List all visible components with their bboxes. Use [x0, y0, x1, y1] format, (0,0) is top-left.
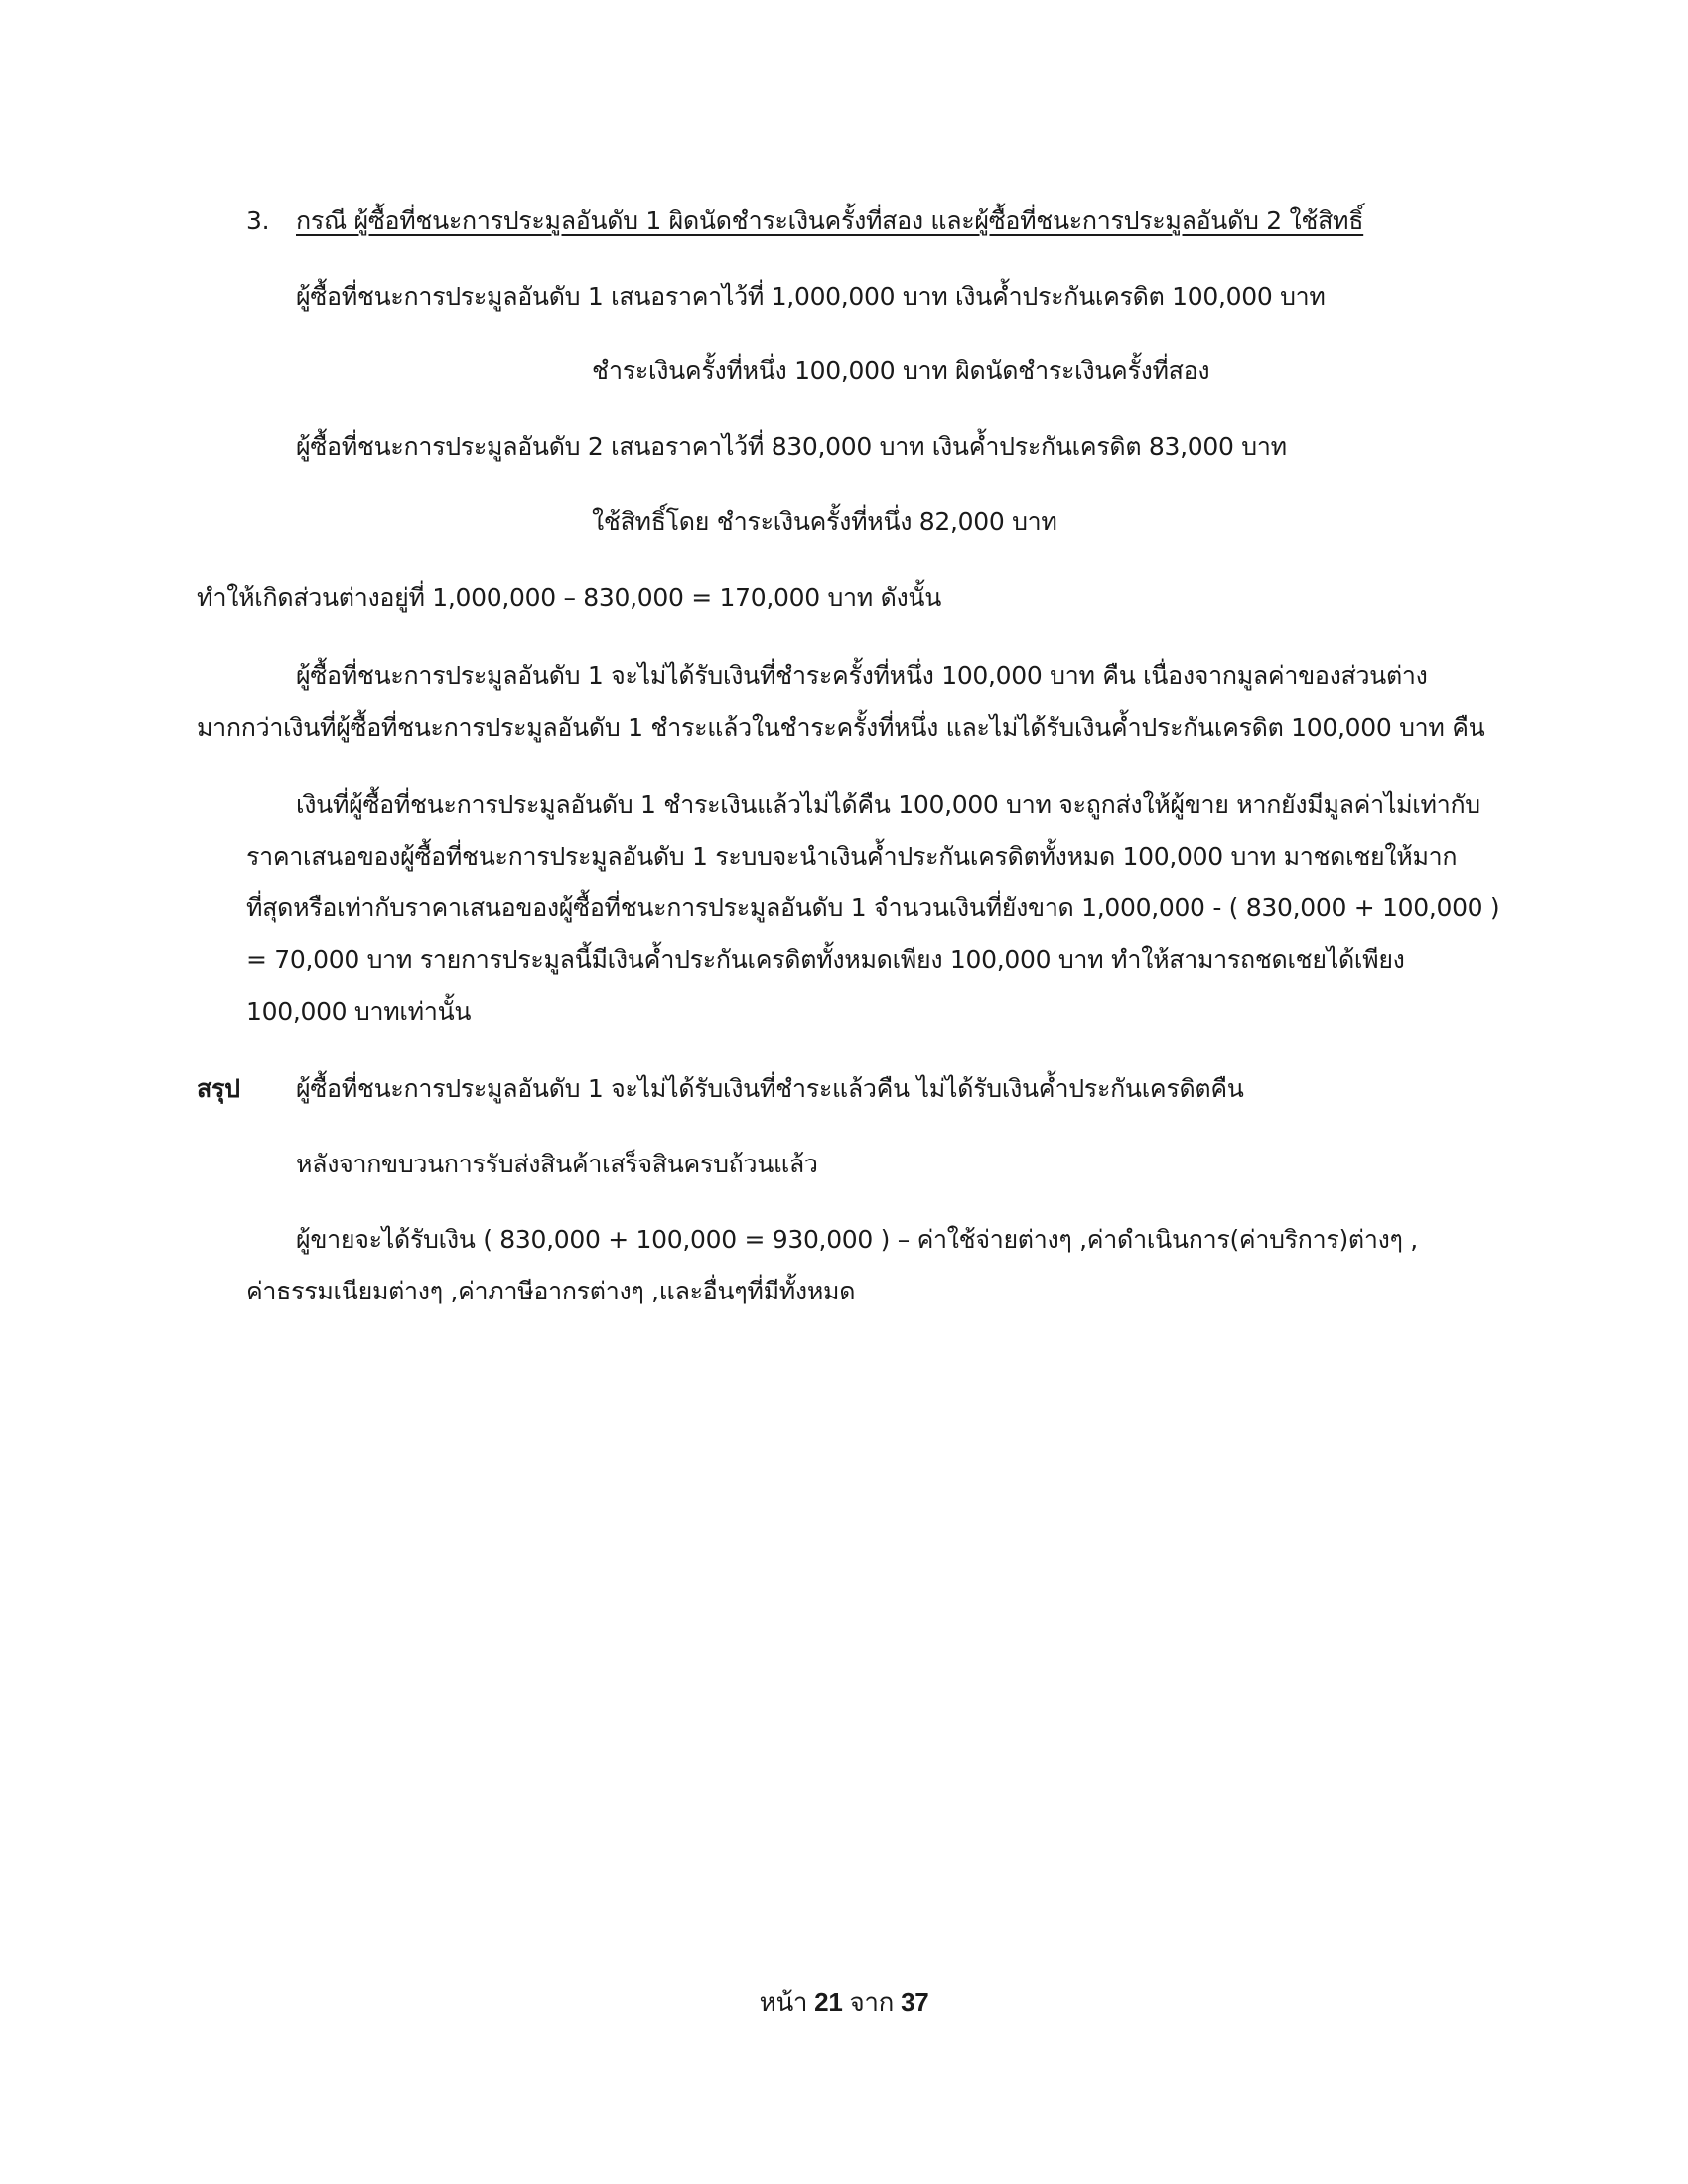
para2-line3: ที่สุดหรือเท่ากับราคาเสนอของผู้ซื้อที่ชนะการประมูลอันดับ 1 จำนวนเงินที่ยังขาด 1,000,000 - ( 830,000 + 100,000 )	[246, 893, 1500, 922]
para2-line4: = 70,000 บาท รายการประมูลนี้มีเงินค้ำประกันเครดิตทั้งหมดเพียง 100,000 บาท ทำให้สามารถชดเชยได้เพียง	[246, 945, 1405, 974]
heading-title: กรณี ผู้ซื้อที่ชนะการประมูลอันดับ 1 ผิดนัดชำระเงินครั้งที่สอง และผู้ซื้อที่ชนะการประมูลอันดับ 2 ใช้สิทธิ์	[296, 206, 1364, 235]
footer-middle: จาก	[849, 1987, 895, 2017]
para2-line5: 100,000 บาทเท่านั้น	[246, 997, 472, 1025]
para1-line1: ผู้ซื้อที่ชนะการประมูลอันดับ 1 จะไม่ได้รับเงินที่ชำระครั้งที่หนึ่ง 100,000 บาท คืน เนื่องจากมูลค่าของส่วนต่าง	[296, 661, 1428, 690]
summary-line2: หลังจากขบวนการรับส่งสินค้าเสร็จสินครบถ้วนแล้ว	[296, 1150, 818, 1178]
winner2-line2: ใช้สิทธิ์โดย ชำระเงินครั้งที่หนึ่ง 82,000 บาท	[592, 507, 1057, 536]
summary-line1: ผู้ซื้อที่ชนะการประมูลอันดับ 1 จะไม่ได้รับเงินที่ชำระแล้วคืน ไม่ได้รับเงินค้ำประกันเครดิตคืน	[296, 1074, 1244, 1103]
page-footer	[0, 1985, 1688, 2019]
seller-line1: ผู้ขายจะได้รับเงิน ( 830,000 + 100,000 = 930,000 ) – ค่าใช้จ่ายต่างๆ ,ค่าดำเนินการ(ค่าบริการ)ต่างๆ ,	[296, 1225, 1418, 1254]
footer-page-number: 21	[814, 1987, 843, 2017]
para1-line2: มากกว่าเงินที่ผู้ซื้อที่ชนะการประมูลอันดับ 1 ชำระแล้วในชำระครั้งที่หนึ่ง และไม่ได้รับเงินค้ำประกันเครดิต 100,000 บาท คืน	[197, 713, 1485, 742]
seller-line2: ค่าธรรมเนียมต่างๆ ,ค่าภาษีอากรต่างๆ ,และอื่นๆที่มีทั้งหมด	[246, 1277, 856, 1305]
footer-prefix: หน้า	[759, 1987, 808, 2017]
winner1-line1: ผู้ซื้อที่ชนะการประมูลอันดับ 1 เสนอราคาไว้ที่ 1,000,000 บาท เงินค้ำประกันเครดิต 100,000 บาท	[296, 282, 1326, 311]
footer-total-pages: 37	[901, 1987, 929, 2017]
summary-label: สรุป	[197, 1074, 240, 1103]
para2-line1: เงินที่ผู้ซื้อที่ชนะการประมูลอันดับ 1 ชำระเงินแล้วไม่ได้คืน 100,000 บาท จะถูกส่งให้ผู้ขาย หากยังมีมูลค่าไม่เท่ากับ	[296, 790, 1480, 819]
winner1-line2: ชำระเงินครั้งที่หนึ่ง 100,000 บาท ผิดนัดชำระเงินครั้งที่สอง	[592, 356, 1210, 385]
winner2-line1: ผู้ซื้อที่ชนะการประมูลอันดับ 2 เสนอราคาไว้ที่ 830,000 บาท เงินค้ำประกันเครดิต 83,000 บาท	[296, 432, 1287, 461]
difference-line: ทำให้เกิดส่วนต่างอยู่ที่ 1,000,000 – 830,000 = 170,000 บาท ดังนั้น	[197, 583, 942, 612]
heading-number: 3.	[246, 206, 270, 235]
para2-line2: ราคาเสนอของผู้ซื้อที่ชนะการประมูลอันดับ 1 ระบบจะนำเงินค้ำประกันเครดิตทั้งหมด 100,000 บาท มาชดเชยให้มาก	[246, 842, 1458, 871]
